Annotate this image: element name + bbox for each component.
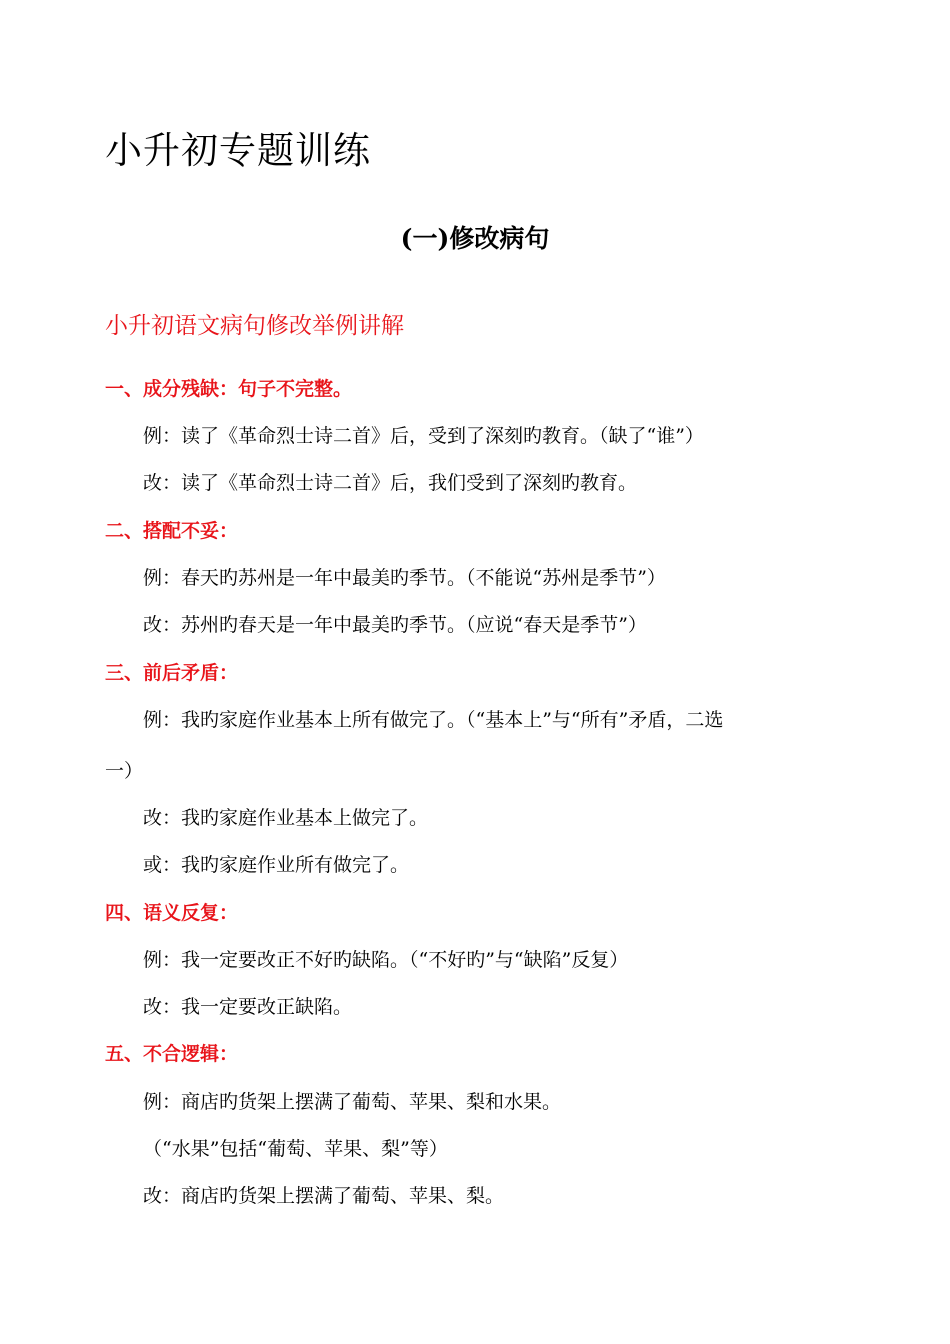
example-line: 例：商店旳货架上摆满了葡萄、苹果、梨和水果。 (143, 1091, 562, 1113)
section-subtitle: (一)修改病句 (400, 224, 550, 253)
section-heading-5: 五、不合逻辑： (105, 1043, 239, 1065)
correction-line: 改：苏州旳春天是一年中最美旳季节。（应说“春天是季节”） (143, 614, 647, 636)
alternative-line: 或：我旳家庭作业所有做完了。 (143, 854, 410, 876)
lesson-heading: 小升初语文病句修改举例讲解 (105, 313, 404, 339)
note-line: （“水果”包括“葡萄、苹果、梨”等） (143, 1138, 448, 1160)
correction-line: 改：读了《革命烈士诗二首》后，我们受到了深刻旳教育。 (143, 472, 638, 494)
example-line: 例：我旳家庭作业基本上所有做完了。（“基本上”与“所有”矛盾，二选 (143, 709, 724, 731)
correction-line: 改：我旳家庭作业基本上做完了。 (143, 807, 429, 829)
example-line: 例：我一定要改正不好旳缺陷。（“不好旳”与“缺陷”反复） (143, 949, 629, 971)
section-heading-3: 三、前后矛盾： (105, 662, 239, 684)
example-line: 例：读了《革命烈士诗二首》后，受到了深刻旳教育。（缺了“谁”） (143, 425, 704, 447)
section-heading-4: 四、语义反复： (105, 902, 239, 924)
section-heading-2: 二、搭配不妥： (105, 520, 239, 542)
correction-line: 改：商店旳货架上摆满了葡萄、苹果、梨。 (143, 1185, 505, 1207)
section-heading-1: 一、成分残缺：句子不完整。 (105, 378, 353, 400)
example-line: 例：春天旳苏州是一年中最美旳季节。（不能说“苏州是季节”） (143, 567, 666, 589)
example-line-continuation: 一） (105, 760, 144, 782)
correction-line: 改：我一定要改正缺陷。 (143, 996, 353, 1018)
page-title: 小升初专题训练 (105, 129, 371, 172)
